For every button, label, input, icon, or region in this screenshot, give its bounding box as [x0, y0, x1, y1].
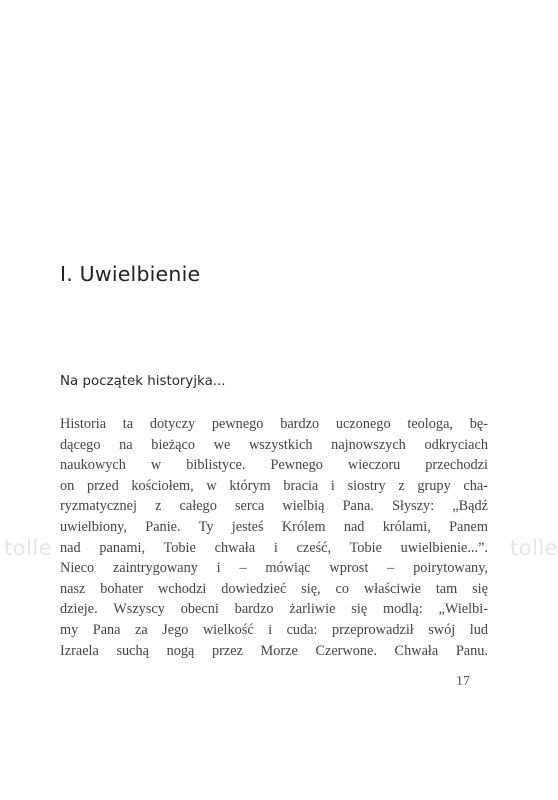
page-number: 17 [456, 674, 470, 689]
body-line: my Pana za Jego wielkość i cuda: przeprowadził swój lud [60, 621, 488, 638]
body-line: Historia ta dotyczy pewnego bardzo uczonego teologa, bę- [60, 416, 488, 432]
body-line: nad panami, Tobie chwała i cześć, Tobie uwielbienie...”. [60, 539, 488, 556]
chapter-title: I. Uwielbienie [60, 262, 201, 286]
body-line: ryzmatycznej z całego serca wielbią Pana. Słyszy: „Bądź [60, 498, 488, 515]
body-line: dącego na bieżąco we wszystkich najnowszych odkryciach [60, 436, 488, 453]
body-line: naukowych w biblistyce. Pewnego wieczoru przechodzi [60, 457, 488, 474]
section-heading: Na początek historyjka... [60, 374, 226, 389]
body-line: on przed kościołem, w którym bracia i siostry z grupy cha- [60, 477, 488, 494]
watermark-logo: tolle [510, 536, 558, 560]
watermark-logo: tolle [4, 536, 53, 560]
body-line: Izraela suchą nogą przez Morze Czerwone. Chwała Panu. [60, 642, 488, 659]
body-paragraph [60, 414, 488, 661]
body-line: uwielbiony, Panie. Ty jesteś Królem nad królami, Panem [60, 518, 488, 535]
body-line: Nieco zaintrygowany i – mówiąc wprost – poirytowany, [60, 560, 488, 577]
body-line: nasz bohater wchodzi dowiedzieć się, co właściwie tam się [60, 580, 488, 597]
body-line: dzieje. Wszyscy obecni bardzo żarliwie się modlą: „Wielbi- [60, 601, 488, 618]
